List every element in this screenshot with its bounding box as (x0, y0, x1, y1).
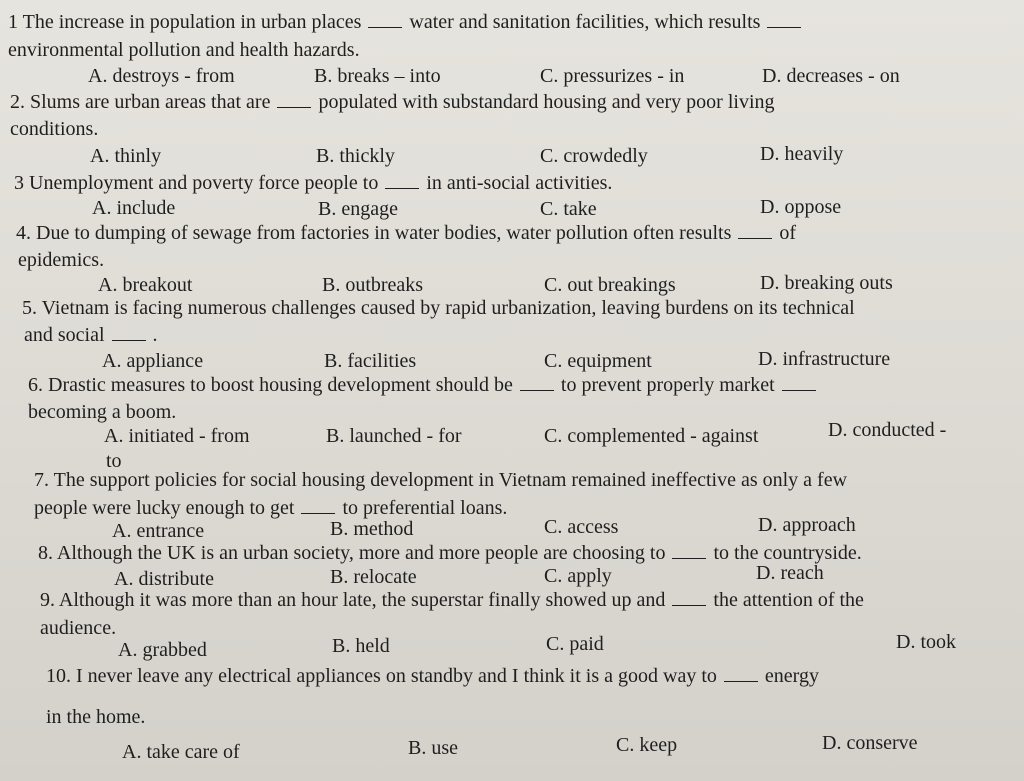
answer-blank (301, 498, 335, 514)
question-text: water and sanitation facilities, which results (409, 11, 761, 33)
question-9-line-1 (40, 588, 864, 612)
question-10-line-1 (46, 664, 819, 688)
question-8-option-c: C. apply (544, 565, 612, 587)
question-2-option-b: B. thickly (316, 145, 395, 167)
question-text: 2. Slums are urban areas that are (10, 91, 271, 113)
question-text: people were lucky enough to get (34, 497, 295, 519)
question-text: populated with substandard housing and very poor living (318, 91, 775, 113)
question-5-option-d: D. infrastructure (758, 348, 891, 370)
question-7-option-d: D. approach (758, 514, 856, 536)
question-9-option-b: B. held (332, 635, 390, 657)
question-5-option-a: A. appliance (102, 350, 204, 372)
question-text: 4. Due to dumping of sewage from factories in water bodies, water pollution often results (16, 222, 732, 244)
question-6-option-c: C. complemented - against (544, 425, 759, 447)
question-9-option-c: C. paid (546, 633, 604, 655)
question-7-option-b: B. method (330, 518, 414, 540)
question-2-line-1 (10, 90, 775, 114)
question-3-option-d: D. oppose (760, 196, 842, 218)
question-text: to prevent properly market (560, 374, 775, 396)
question-text: 1 The increase in population in urban places (8, 11, 362, 33)
question-text: 7. The support policies for social housing development in Vietnam remained ineffective as only a few (34, 469, 848, 491)
question-2-option-d: D. heavily (760, 143, 844, 165)
question-text: epidemics. (18, 249, 105, 271)
question-6-line-2 (28, 400, 176, 424)
answer-blank (385, 173, 419, 189)
question-8-option-b: B. relocate (330, 566, 417, 588)
question-text: 10. I never leave any electrical appliances on standby and I think it is a good way to (46, 665, 717, 687)
question-text: energy (764, 665, 819, 687)
question-6-option-b: B. launched - for (326, 425, 462, 447)
question-text: becoming a boom. (28, 401, 177, 423)
answer-blank (112, 325, 146, 341)
answer-blank (738, 223, 772, 239)
question-3-option-a: A. include (92, 197, 176, 219)
question-8-line-1 (38, 541, 862, 565)
question-7-line-1 (34, 468, 847, 492)
question-5-line-2 (24, 323, 158, 347)
answer-blank (767, 12, 801, 28)
question-10-option-b: B. use (408, 737, 458, 759)
question-3-line-1 (14, 171, 612, 195)
answer-blank (277, 92, 311, 108)
question-text: audience. (40, 617, 117, 639)
question-4-line-2 (18, 248, 104, 272)
question-5-line-1 (22, 296, 855, 320)
question-6-line-1 (28, 373, 818, 397)
question-10-line-2 (46, 705, 145, 729)
question-text: of (779, 222, 797, 244)
question-3-option-b: B. engage (318, 198, 398, 220)
question-1-line-2 (8, 38, 360, 62)
question-4-option-a: A. breakout (98, 274, 193, 296)
question-4-option-b: B. outbreaks (322, 274, 424, 296)
answer-blank (368, 12, 402, 28)
question-2-line-2 (10, 117, 98, 141)
question-text: 3 Unemployment and poverty force people to (14, 172, 379, 194)
question-text: to the countryside. (713, 542, 862, 564)
answer-blank (520, 375, 554, 391)
question-8-option-d: D. reach (756, 562, 824, 584)
question-6-option-d: D. conducted - (828, 419, 947, 441)
question-7-option-a: A. entrance (112, 520, 205, 542)
question-text: 6. Drastic measures to boost housing development should be (28, 374, 513, 396)
question-9-option-a: A. grabbed (118, 639, 207, 661)
question-1-option-d: D. decreases - on (762, 65, 900, 87)
question-9-option-d: D. took (896, 631, 956, 653)
question-1-option-b: B. breaks – into (314, 65, 441, 87)
question-text: and social (24, 324, 105, 346)
question-3-option-c: C. take (540, 198, 597, 220)
answer-blank (724, 666, 758, 682)
question-2-option-a: A. thinly (90, 145, 162, 167)
question-9-line-2 (40, 616, 116, 640)
question-text: in the home. (46, 706, 146, 728)
question-7-option-c: C. access (544, 516, 619, 538)
question-4-option-c: C. out breakings (544, 274, 676, 296)
question-10-option-c: C. keep (616, 734, 678, 756)
question-4-line-1 (16, 221, 796, 245)
answer-blank (672, 590, 706, 606)
question-8-option-a: A. distribute (114, 568, 214, 590)
question-2-option-c: C. crowdedly (540, 145, 648, 167)
question-text: 5. Vietnam is facing numerous challenges caused by rapid urbanization, leaving burdens on its technical (22, 297, 855, 319)
question-text: conditions. (10, 118, 99, 140)
question-10-option-d: D. conserve (822, 732, 918, 754)
question-text: . (152, 324, 158, 346)
answer-blank (672, 543, 706, 559)
question-1-option-a: A. destroys - from (88, 65, 235, 87)
question-1-option-c: C. pressurizes - in (540, 65, 685, 87)
question-6-option-continuation: to (106, 450, 122, 472)
question-text: 8. Although the UK is an urban society, more and more people are choosing to (38, 542, 666, 564)
question-5-option-b: B. facilities (324, 350, 417, 372)
question-text: 9. Although it was more than an hour late, the superstar finally showed up and (40, 589, 666, 611)
question-7-line-2 (34, 496, 507, 520)
question-text: to preferential loans. (342, 497, 508, 519)
question-4-option-d: D. breaking outs (760, 272, 893, 294)
question-text: environmental pollution and health hazards. (8, 39, 360, 61)
question-5-option-c: C. equipment (544, 350, 652, 372)
question-10-option-a: A. take care of (122, 741, 240, 763)
question-text: the attention of the (713, 589, 864, 611)
answer-blank (782, 375, 816, 391)
question-text: in anti-social activities. (426, 172, 613, 194)
question-1-line-1 (8, 10, 803, 34)
question-6-option-a: A. initiated - from (104, 425, 250, 447)
